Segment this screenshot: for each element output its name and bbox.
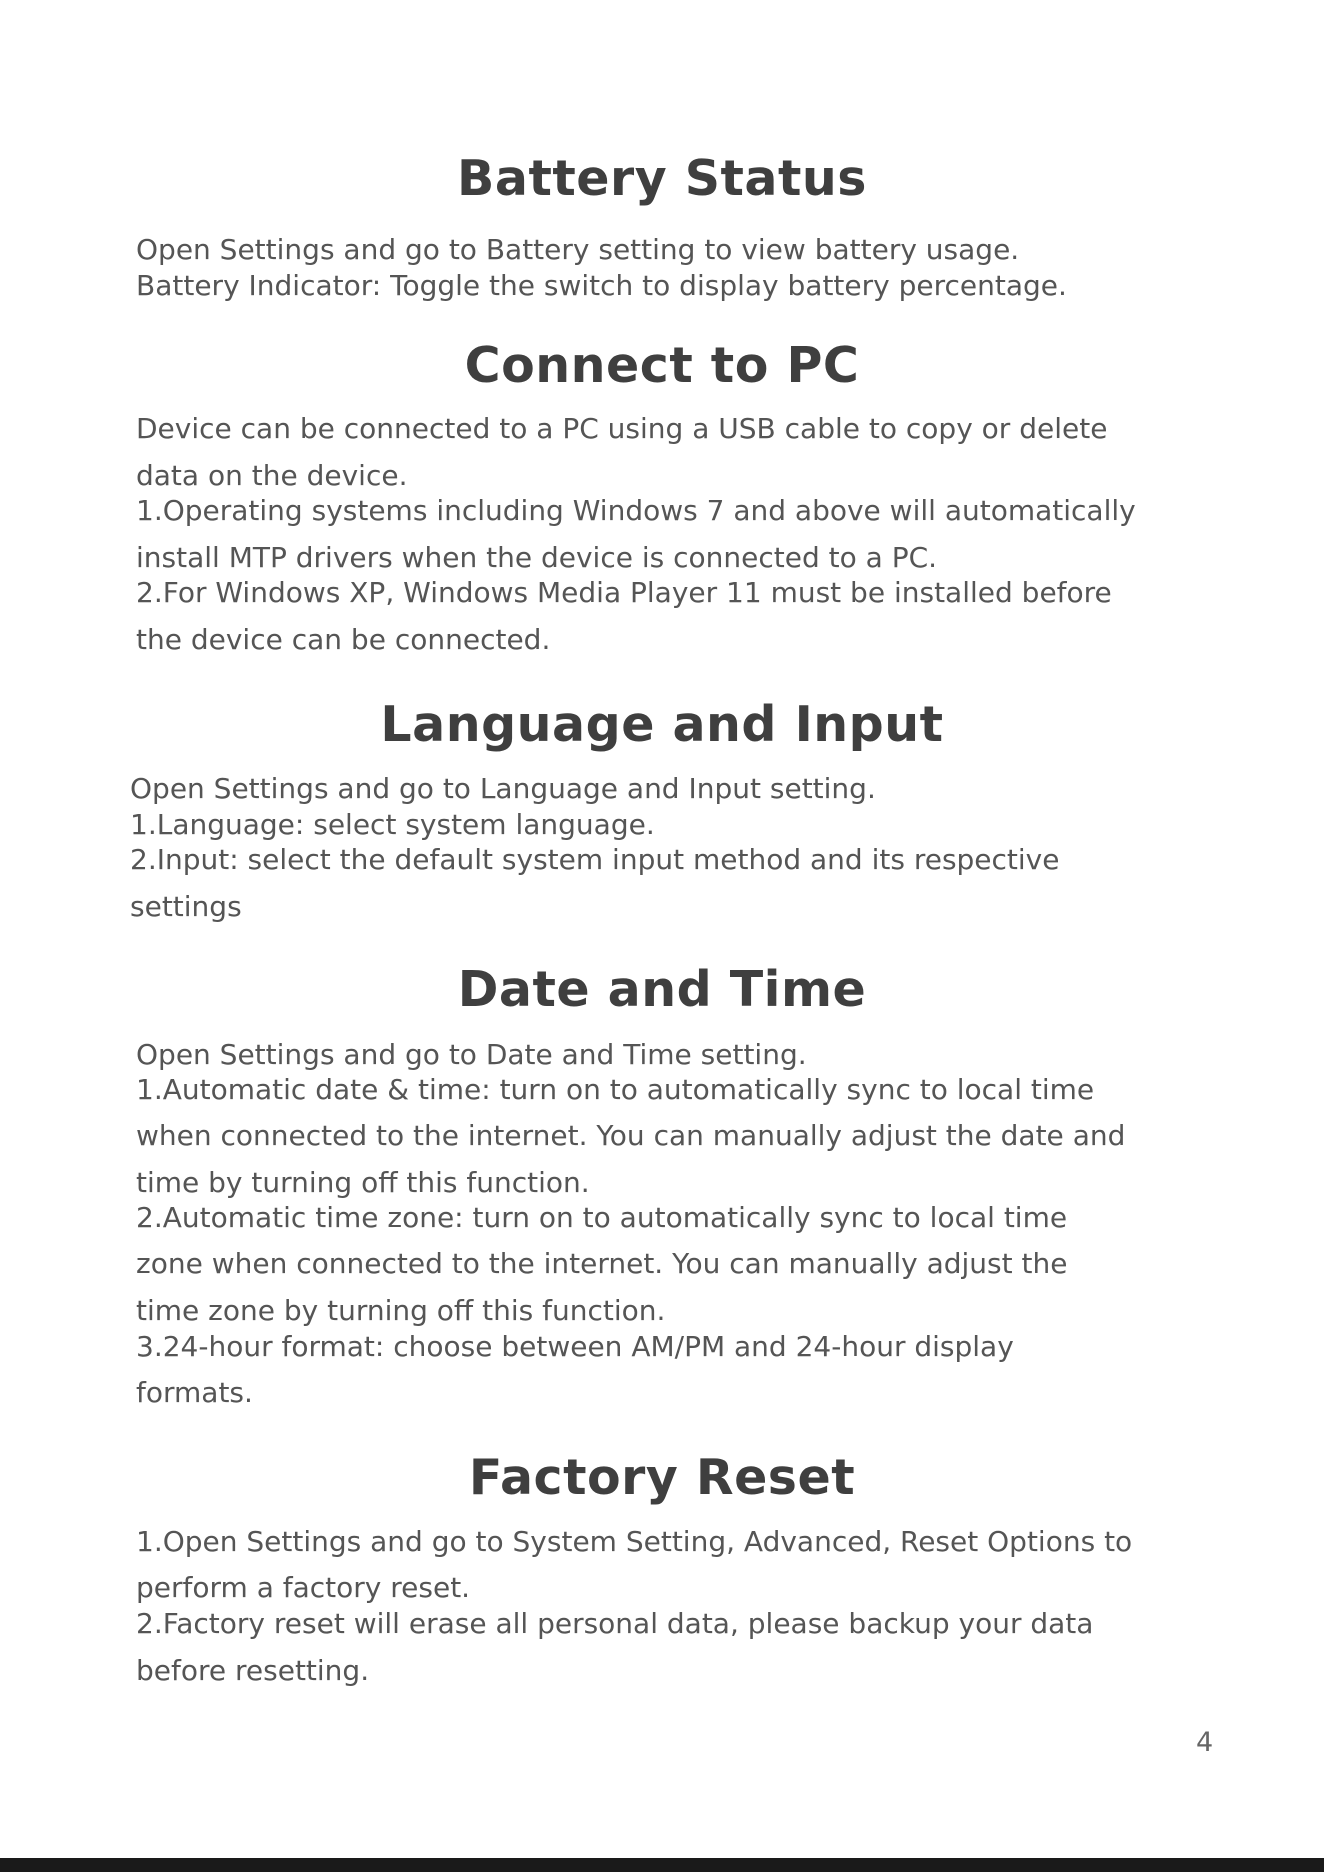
- body-line: perform a factory reset.: [136, 1571, 471, 1604]
- body-line: time by turning off this function.: [136, 1166, 590, 1199]
- body-line: formats.: [136, 1376, 253, 1409]
- bottom-edge-bar: [0, 1858, 1324, 1872]
- body-line: 2.For Windows XP, Windows Media Player 11 must be installed before: [136, 576, 1112, 609]
- body-line: 3.24-hour format: choose between AM/PM and 24-hour display: [136, 1330, 1014, 1363]
- body-line: settings: [130, 890, 242, 923]
- section-title: Date and Time: [457, 961, 867, 1018]
- body-line: Open Settings and go to Date and Time setting.: [136, 1038, 807, 1071]
- body-line: time zone by turning off this function.: [136, 1294, 666, 1327]
- body-line: 2.Automatic time zone: turn on to automatically sync to local time: [136, 1201, 1068, 1234]
- body-line: 1.Language: select system language.: [130, 808, 655, 841]
- body-line: Open Settings and go to Language and Input setting.: [130, 772, 876, 805]
- page-number: 4: [1196, 1727, 1214, 1758]
- body-line: Battery Indicator: Toggle the switch to display battery percentage.: [136, 269, 1067, 302]
- body-line: Open Settings and go to Battery setting to view battery usage.: [136, 233, 1020, 266]
- body-line: 1.Automatic date & time: turn on to automatically sync to local time: [136, 1073, 1095, 1106]
- body-line: the device can be connected.: [136, 623, 551, 656]
- body-line: 1.Operating systems including Windows 7 and above will automatically: [136, 494, 1136, 527]
- body-line: data on the device.: [136, 459, 408, 492]
- section-title: Language and Input: [380, 696, 944, 753]
- section-title: Connect to PC: [464, 337, 860, 394]
- body-line: 1.Open Settings and go to System Setting, Advanced, Reset Options to: [136, 1525, 1133, 1558]
- body-line: Device can be connected to a PC using a USB cable to copy or delete: [136, 412, 1108, 445]
- section-title: Battery Status: [457, 150, 867, 207]
- body-line: 2.Factory reset will erase all personal data, please backup your data: [136, 1607, 1094, 1640]
- section-title: Factory Reset: [468, 1449, 856, 1506]
- body-line: 2.Input: select the default system input method and its respective: [130, 843, 1060, 876]
- body-line: zone when connected to the internet. You can manually adjust the: [136, 1247, 1068, 1280]
- body-line: install MTP drivers when the device is connected to a PC.: [136, 541, 938, 574]
- body-line: when connected to the internet. You can manually adjust the date and: [136, 1119, 1126, 1152]
- body-line: before resetting.: [136, 1654, 370, 1687]
